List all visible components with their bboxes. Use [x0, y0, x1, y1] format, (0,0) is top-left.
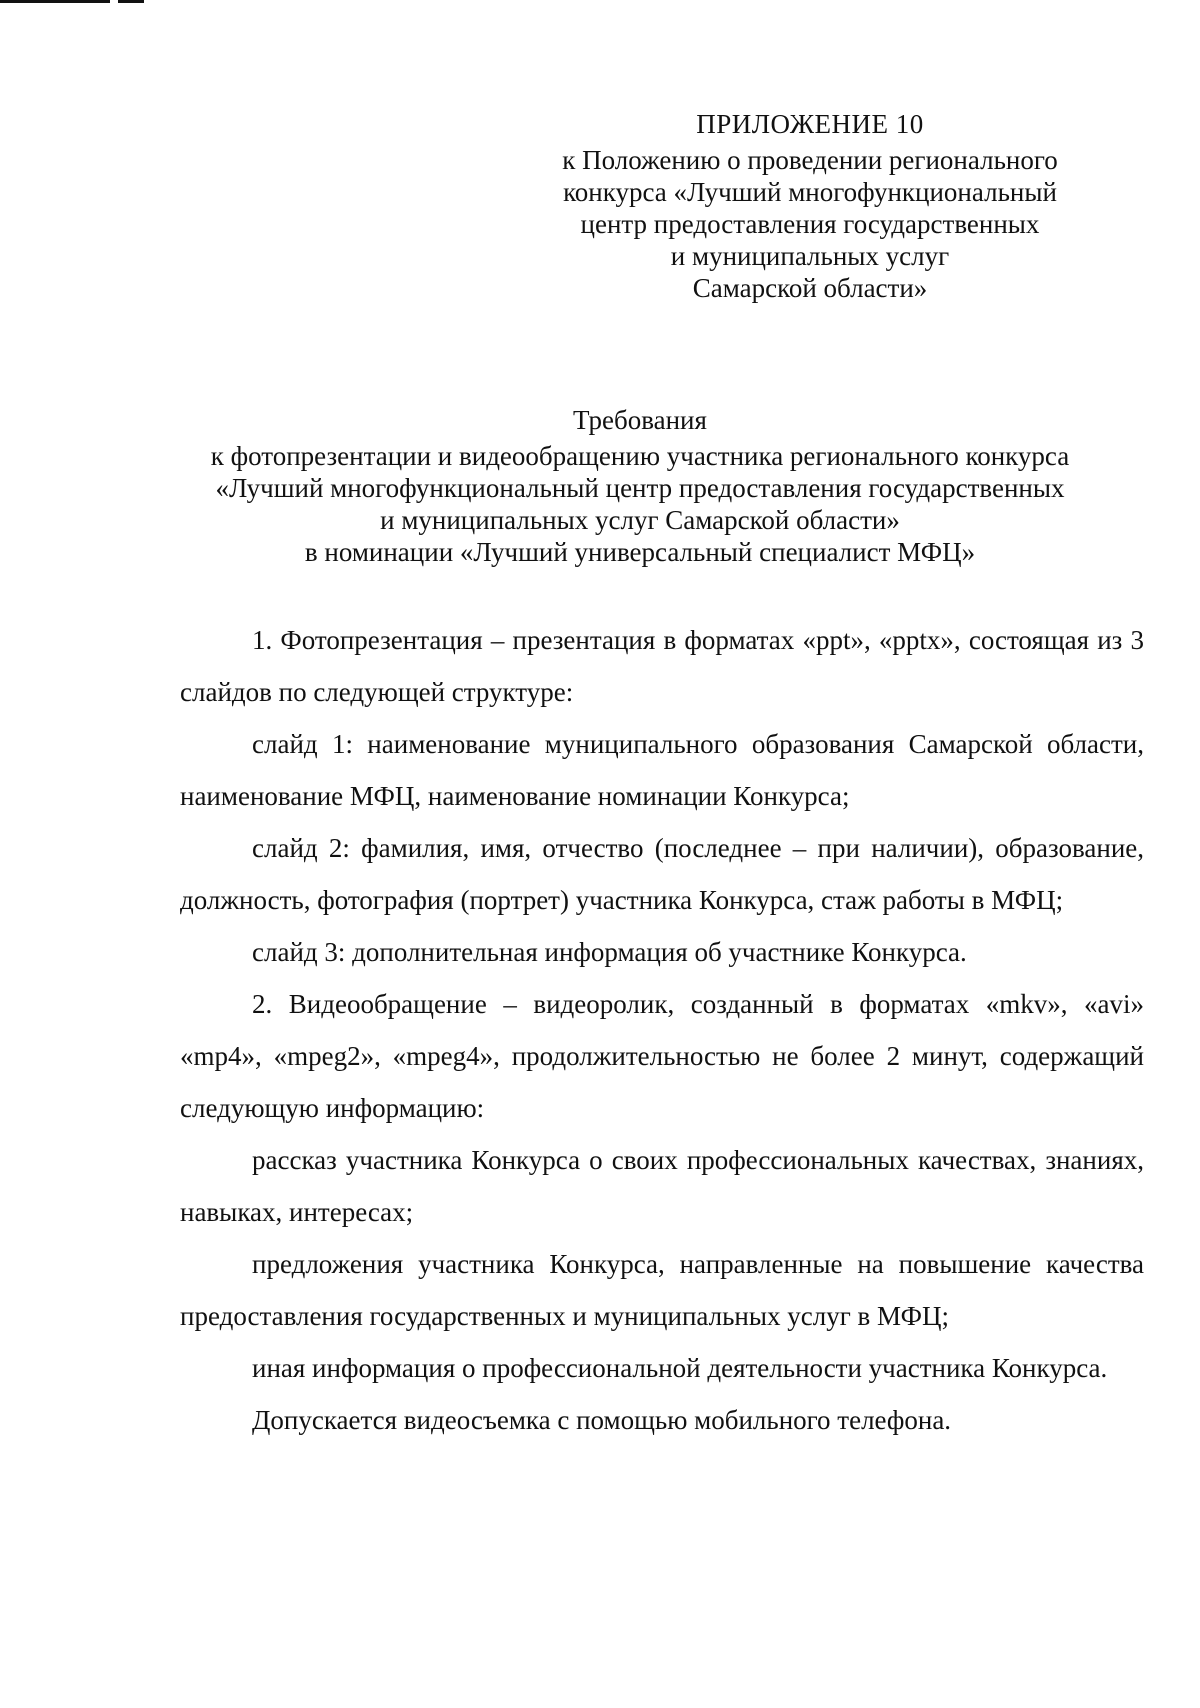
body-paragraph: слайд 1: наименование муниципального образования Самарской области, наименование МФЦ, наименование номинации Конкурса; [180, 729, 1144, 811]
body-paragraph: 1. Фотопрезентация – презентация в форматах «ppt», «pptx», состоящая из 3 слайдов по следующей структуре: [180, 625, 1144, 707]
heading-line: и муниципальных услуг Самарской области» [380, 505, 900, 535]
heading-line: в номинации «Лучший универсальный специалист МФЦ» [304, 537, 976, 567]
document-body [180, 614, 1144, 1446]
appendix-title: ПРИЛОЖЕНИЕ 10 [696, 109, 924, 139]
body-paragraph: рассказ участника Конкурса о своих профессиональных качествах, знаниях, навыках, интересах; [180, 1145, 1144, 1227]
body-paragraph: 2. Видеообращение – видеоролик, созданный в форматах «mkv», «avi» «mp4», «mpeg2», «mpeg4», продолжительностью не более 2 минут, содержащий следующую информацию: [180, 989, 1144, 1123]
appendix-line: конкурса «Лучший многофункциональный [563, 177, 1057, 207]
body-paragraph: слайд 2: фамилия, имя, отчество (последнее – при наличии), образование, должность, фотография (портрет) участника Конкурса, стаж работы в МФЦ; [180, 833, 1144, 915]
appendix-line: и муниципальных услуг [670, 241, 950, 271]
appendix-line: Самарской области» [692, 273, 928, 303]
scan-edge-mark [0, 0, 110, 3]
appendix-line: центр предоставления государственных [580, 209, 1040, 239]
body-paragraph: предложения участника Конкурса, направленные на повышение качества предоставления государственных и муниципальных услуг в МФЦ; [180, 1249, 1144, 1331]
heading-title: Требования [573, 405, 707, 435]
body-paragraph: слайд 3: дополнительная информация об участнике Конкурса. [252, 937, 967, 967]
body-paragraph: иная информация о профессиональной деятельности участника Конкурса. [252, 1353, 1108, 1383]
heading-line: к фотопрезентации и видеообращению участника регионального конкурса [210, 441, 1070, 471]
appendix-line: к Положению о проведении регионального [562, 145, 1058, 175]
scan-edge-mark [118, 0, 144, 3]
appendix-block [540, 108, 1080, 304]
heading-line: «Лучший многофункциональный центр предоставления государственных [215, 473, 1065, 503]
body-paragraph: Допускается видеосъемка с помощью мобильного телефона. [252, 1405, 952, 1435]
document-heading [160, 404, 1120, 568]
